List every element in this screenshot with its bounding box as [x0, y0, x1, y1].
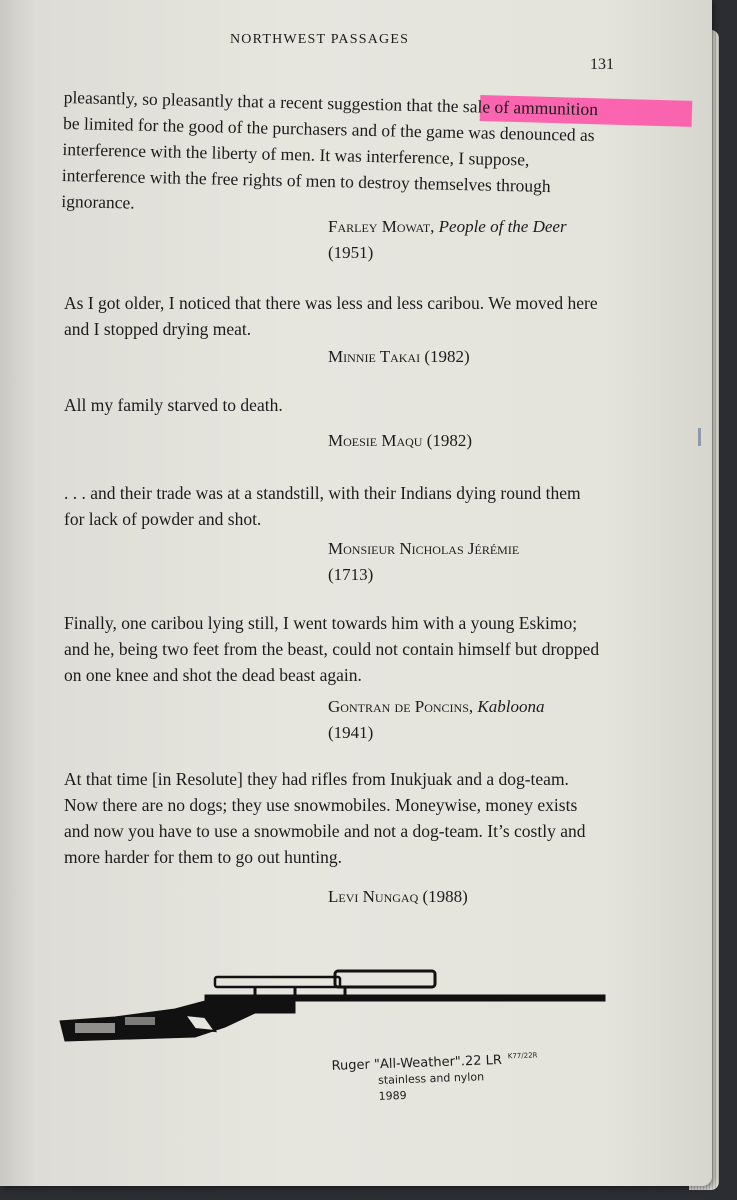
passage-5-text: Finally, one caribou lying still, I went towards him with a young Eskimo; and he, being two feet from the beast, could not contain himself but dropped on one knee and shot the dead beast again.: [64, 613, 600, 685]
page-number: 131: [590, 56, 614, 73]
page-mark: [698, 428, 701, 446]
passage-6: [64, 766, 604, 870]
passage-3-text: All my family starved to death.: [64, 395, 283, 415]
passage-3: [64, 392, 604, 418]
attribution-4: [328, 536, 519, 588]
attribution-4-year: (1713): [328, 565, 374, 584]
attribution-5-work: Kabloona: [477, 697, 545, 716]
passage-1-text: pleasantly, so pleasantly that a recent suggestion that the sale of ammunition be limited for the good of the purchasers and of the game was denounced as interference with the liberty of men. It was interference, I suppose, interference with the free rights of men to destroy themselves through ignorance.: [61, 86, 599, 213]
rifle-caption-year: 1989: [378, 1089, 407, 1104]
attribution-2: Minnie Takai (1982): [328, 347, 470, 366]
passage-2: [64, 290, 604, 342]
passage-1: [61, 84, 604, 226]
attribution-6: Levi Nungaq (1988): [328, 887, 468, 906]
rifle-caption-name: Ruger "All-Weather".22 LR: [331, 1052, 503, 1074]
attribution-5: [328, 694, 544, 746]
attribution-5-author: Gontran de Poncins,: [328, 697, 478, 716]
rifle-caption-material: stainless and nylon: [377, 1070, 485, 1088]
running-title: NORTHWEST PASSAGES: [230, 32, 410, 47]
passage-4-text: . . . and their trade was at a standstill, with their Indians dying round them for lack of powder and shot.: [64, 483, 581, 529]
passage-2-text: As I got older, I noticed that there was less and less caribou. We moved here and I stopped drying meat.: [64, 293, 598, 339]
rifle-caption: [331, 1045, 593, 1106]
attribution-3: Moesie Maqu (1982): [328, 431, 473, 450]
attribution-5-year: (1941): [328, 723, 374, 742]
attribution-1-work: People of the Deer: [438, 217, 567, 236]
passage-4: [64, 480, 604, 532]
attribution-1: [328, 214, 567, 266]
rifle-caption-model: K77/22R: [507, 1051, 538, 1061]
attribution-1-author: Farley Mowat,: [328, 217, 439, 236]
attribution-1-year: (1951): [328, 243, 374, 262]
passage-5: [64, 610, 604, 688]
attribution-4-author: Monsieur Nicholas Jérémie: [328, 539, 520, 558]
passage-6-text: At that time [in Resolute] they had rifles from Inukjuak and a dog-team. Now there are no dogs; they use snowmobiles. Moneywise, money exists and now you have to use a snowmobile and not a dog-team. It’s costly and more harder for them to go out hunting.: [64, 769, 586, 867]
